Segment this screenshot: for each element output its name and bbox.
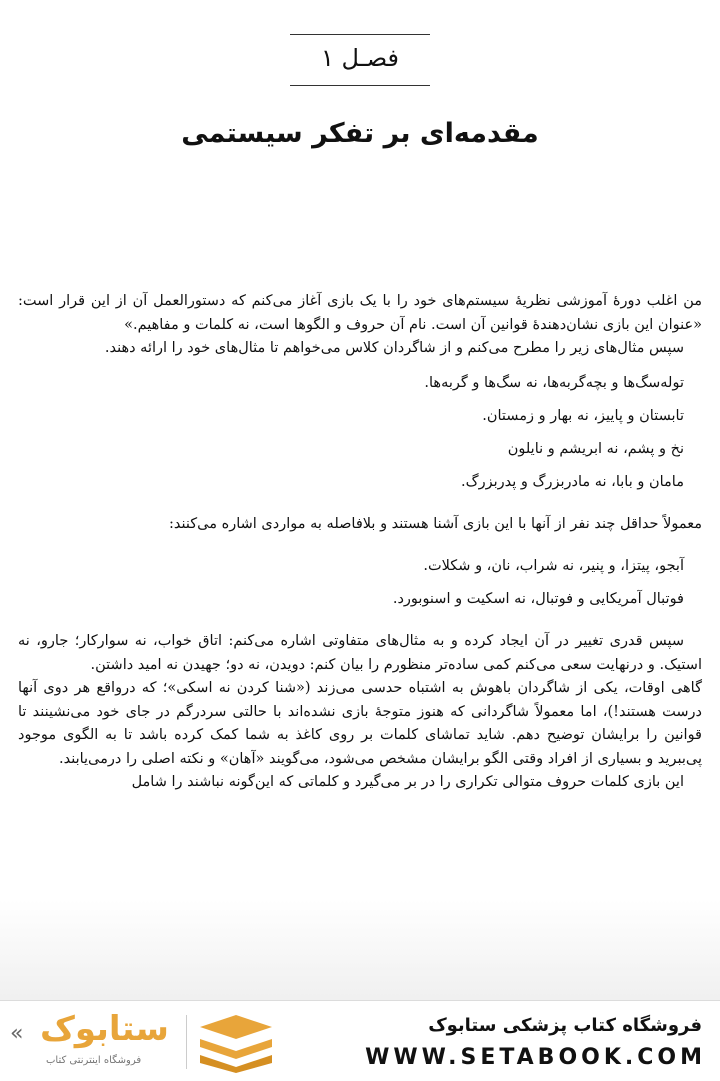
- book-logo-icon: [196, 1013, 276, 1073]
- chevrons-left-icon: «: [10, 1021, 24, 1046]
- store-banner: [0, 1000, 720, 1081]
- list-item: توله‌سگ‌ها و بچه‌گربه‌ها، نه سگ‌ها و گربه‌ها.: [424, 374, 684, 391]
- list-item: مامان و بابا، نه مادربزرگ و پدربزرگ.: [460, 473, 684, 490]
- store-name: فروشگاه کتاب پزشکی ستابوک: [428, 1015, 702, 1036]
- examples-list-2: [18, 550, 702, 616]
- list-item: فوتبال آمریکایی و فوتبال، نه اسکیت و اسنوبورد.: [392, 591, 684, 607]
- list-item: آبجو، پیتزا، و پنیر، نه شراب، نان، و شکلات.: [423, 558, 684, 574]
- paragraph-examples-intro: سپس مثال‌های زیر را مطرح می‌کنم و از شاگردان کلاس می‌خواهم تا مثال‌های خود را ارائه دهند.: [104, 340, 684, 356]
- list-item: نخ و پشم، نه ابریشم و نایلون: [507, 440, 684, 457]
- paragraph-intro: من اغلب دورهٔ آموزشی نظریهٔ سیستم‌های خود را با یک بازی آغاز می‌کنم که دستورالعمل آن از این قرار است: «عنوان این بازی نشان‌دهندهٔ قوانین آن است. نام آن حروف و الگوها است، نه کلمات و مفاهیم.»: [18, 293, 702, 333]
- paragraph-variation: سپس قدری تغییر در آن ایجاد کرده و به مثال‌های متفاوتی اشاره می‌کنم: اتاق خواب، نه سوارکار؛ جارو، نه استیک. و درنهایت سعی می‌کنم کمی ساده‌تر منظورم را بیان کنم: دویدن، نه دو؛ جهیدن نه امید داشتن.: [18, 633, 702, 673]
- paragraph-students: معمولاً حداقل چند نفر از آنها با این بازی آشنا هستند و بلافاصله به مواردی اشاره می‌کنند:: [169, 515, 702, 532]
- examples-list-1: [18, 367, 702, 499]
- store-url[interactable]: WWW.SETABOOK.COM: [365, 1045, 706, 1070]
- logo-divider: [186, 1015, 187, 1069]
- logo-tagline: فروشگاه اینترنتی کتاب: [46, 1055, 142, 1066]
- chapter-label: فصـل ۱: [290, 34, 430, 86]
- chapter-title: مقدمه‌ای بر تفکر سیستمی: [181, 118, 539, 149]
- paragraph-guess: گاهی اوقات، یکی از شاگردان باهوش به اشتباه حدسی می‌زند («شنا کردن نه اسکی»؛ که درواقع هر دوی آنها درست هستند!)، اما معمولاً شاگردانی که هنوز متوجهٔ بازی نشده‌اند با حالتی سردرگم در جای خود می‌نشینند تا قوانین را برایشان توضیح دهم. شاید تماشای کلمات بر روی کاغذ به شما کمک کرده باشد تا به الگوی موجود پی‌ببرید و بسیاری از افراد وقتی الگو برایشان مشخص می‌شود، می‌گویند «آهان» و نکته اصلی را درمی‌یابند.: [18, 680, 702, 767]
- paragraph-rule: این بازی کلمات حروف متوالی تکراری را در بر می‌گیرد و کلماتی که این‌گونه نباشند را شامل: [131, 774, 684, 790]
- list-item: تابستان و پاییز، نه بهار و زمستان.: [482, 407, 684, 424]
- body-text: [18, 290, 702, 795]
- logo-wordmark: ستابوک: [40, 1009, 169, 1049]
- page-fade: [0, 900, 720, 1000]
- chapter-header: [0, 34, 720, 86]
